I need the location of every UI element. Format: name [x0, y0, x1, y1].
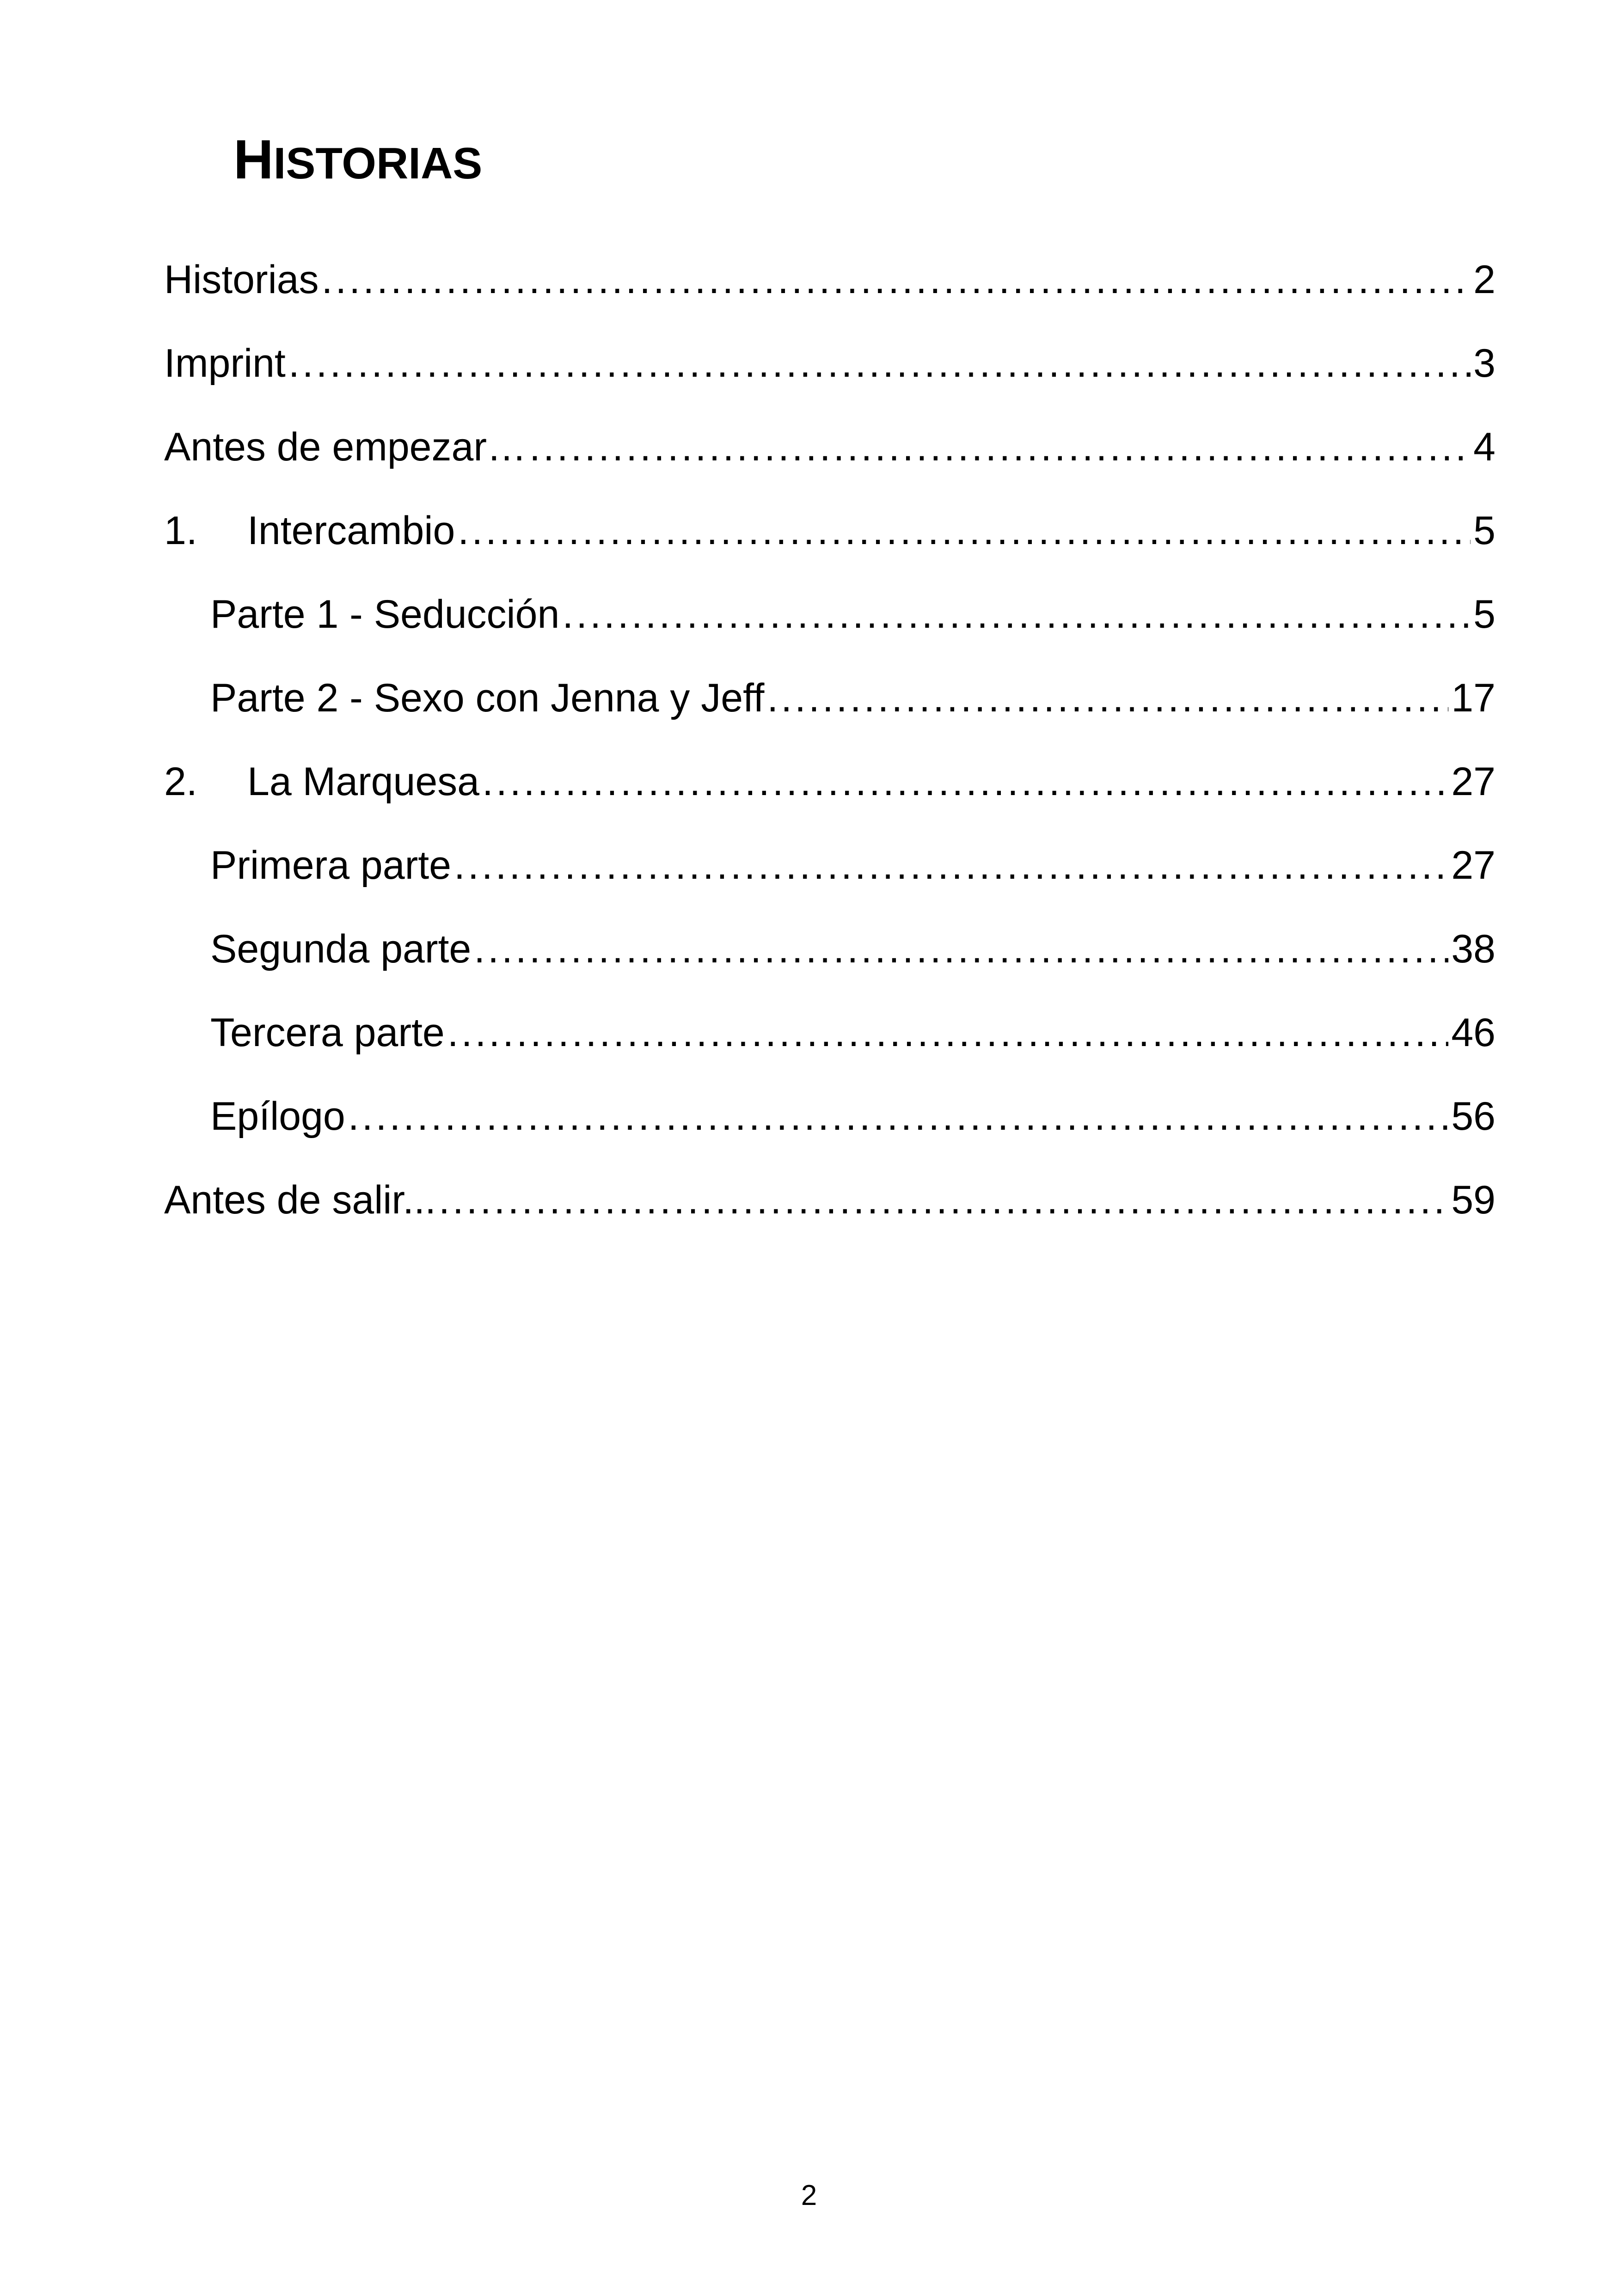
toc-entry-title: Intercambio: [247, 508, 455, 553]
toc-entry-page: 59: [1451, 1178, 1495, 1222]
toc-entry-title: Tercera parte: [210, 1010, 445, 1055]
toc-entry-title: Imprint: [164, 341, 286, 386]
toc-subentry[interactable]: [164, 587, 1495, 670]
toc-entry[interactable]: [164, 419, 1495, 503]
toc-entry-number: 2.: [164, 759, 197, 804]
table-of-contents: [164, 252, 1495, 1256]
toc-entry-page: 3: [1473, 341, 1495, 386]
toc-dot-leader: [529, 419, 1471, 475]
toc-entry-number: 1.: [164, 508, 197, 553]
toc-entry-title: Segunda parte: [210, 927, 472, 971]
toc-heading: HISTORIAS: [233, 129, 483, 190]
toc-subentry[interactable]: [164, 1089, 1495, 1172]
toc-entry-page: 46: [1451, 1010, 1495, 1055]
toc-entry-title: La Marquesa: [247, 759, 479, 804]
toc-entry-page: 4: [1473, 425, 1495, 469]
toc-entry-title: Historias: [164, 257, 319, 302]
toc-entry[interactable]: [164, 1172, 1495, 1256]
toc-subentry[interactable]: [164, 838, 1495, 921]
toc-subentry[interactable]: [164, 1005, 1495, 1089]
toc-entry-title: Antes de salir...: [164, 1178, 436, 1222]
toc-dot-leader: [447, 1005, 1449, 1060]
toc-entry-page: 2: [1473, 257, 1495, 302]
toc-dot-leader: [474, 921, 1448, 977]
toc-dot-leader: [288, 336, 1471, 391]
toc-subentry[interactable]: [164, 921, 1495, 1005]
toc-entry-page: 27: [1451, 843, 1495, 888]
toc-entry-page: 17: [1451, 676, 1495, 720]
toc-entry-title: Epílogo: [210, 1094, 345, 1139]
toc-dot-leader: [439, 1172, 1448, 1228]
toc-entry-page: 5: [1473, 592, 1495, 637]
toc-entry[interactable]: [164, 754, 1495, 838]
toc-entry-page: 5: [1473, 508, 1495, 553]
toc-entry-title: Antes de empezar…: [164, 425, 527, 469]
toc-entry[interactable]: [164, 503, 1495, 587]
toc-dot-leader: [482, 754, 1448, 809]
page-number: 2: [801, 2180, 817, 2211]
toc-dot-leader: [767, 670, 1448, 726]
toc-dot-leader: [348, 1089, 1449, 1144]
toc-entry-page: 56: [1451, 1094, 1495, 1139]
toc-entry-title: Primera parte: [210, 843, 451, 888]
toc-entry-title: Parte 1 - Seducción: [210, 592, 560, 637]
toc-entry-page: 38: [1451, 927, 1495, 971]
toc-dot-leader: [458, 503, 1471, 558]
toc-dot-leader: [454, 838, 1448, 893]
toc-dot-leader: [562, 587, 1471, 642]
toc-entry-page: 27: [1451, 759, 1495, 804]
toc-dot-leader: [322, 252, 1471, 307]
toc-entry-title: Parte 2 - Sexo con Jenna y Jeff: [210, 676, 765, 720]
toc-entry[interactable]: [164, 336, 1495, 419]
toc-entry[interactable]: [164, 252, 1495, 336]
toc-subentry[interactable]: [164, 670, 1495, 754]
